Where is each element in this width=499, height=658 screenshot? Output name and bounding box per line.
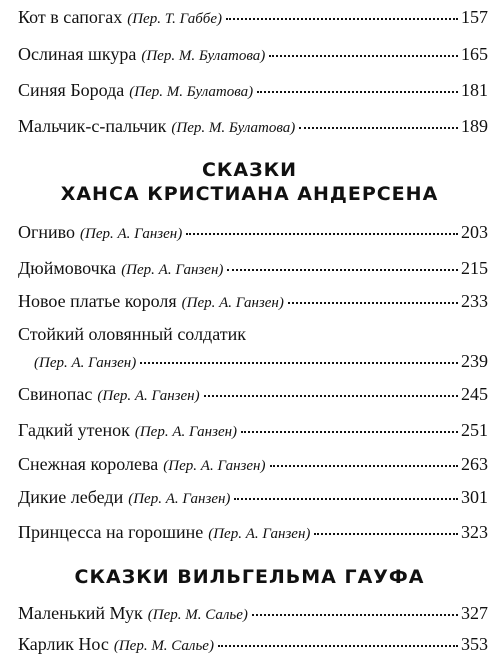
entry-title: Гадкий утенок: [18, 420, 130, 440]
entry-translator: (Пер. А. Ганзен): [134, 424, 238, 440]
toc-entry: [18, 602, 488, 626]
entry-translator: (Пер. М. Булатова): [141, 48, 266, 64]
entry-page-number: 203: [461, 222, 488, 242]
entry-title: Новое платье короля: [18, 291, 177, 311]
entry-page-number: 165: [461, 44, 488, 64]
toc-entry: [18, 257, 488, 281]
toc-entry: [18, 6, 488, 30]
entry-title: Мальчик-с-пальчик: [18, 116, 167, 136]
dot-leader: [241, 431, 458, 433]
entry-title: Ослиная шкура: [18, 44, 137, 64]
entry-title: Маленький Мук: [18, 603, 143, 623]
toc-entry: [18, 453, 488, 477]
entry-translator: (Пер. М. Булатова): [129, 84, 254, 100]
entry-translator: (Пер. Т. Габбе): [127, 11, 222, 27]
entry-page-number: 263: [461, 454, 488, 474]
entry-page-number: 233: [461, 291, 488, 311]
toc-entry: [18, 221, 488, 245]
entry-title: Огниво: [18, 222, 76, 242]
toc-entry: [18, 79, 488, 103]
entry-translator: (Пер. А. Ганзен): [163, 458, 266, 474]
toc-entry: [18, 43, 488, 67]
entry-page-number: 181: [461, 80, 488, 100]
entry-title: Кот в сапогах: [18, 7, 123, 27]
entry-translator: (Пер. А. Ганзен): [208, 526, 311, 542]
dot-leader: [218, 645, 458, 647]
entry-title: Синяя Борода: [18, 80, 125, 100]
entry-page-number: 353: [461, 634, 488, 654]
dot-leader: [314, 533, 458, 535]
entry-title: Снежная королева: [18, 454, 159, 474]
toc-entry: [18, 115, 488, 139]
section-heading-line: СКАЗКИ ВИЛЬГЕЛЬМА ГАУФА: [74, 566, 425, 588]
entry-translator: (Пер. А. Ганзен): [80, 226, 183, 242]
entry-page-number: 245: [461, 384, 488, 404]
entry-title: Свинопас: [18, 384, 93, 404]
dot-leader: [299, 127, 458, 129]
entry-title: Карлик Нос: [18, 634, 109, 654]
dot-leader: [140, 362, 458, 364]
entry-page-number: 157: [461, 7, 488, 27]
entry-page-number: 327: [461, 603, 488, 623]
toc-entry: [18, 521, 488, 545]
dot-leader: [227, 269, 458, 271]
entry-title: Стойкий оловянный солдатик: [18, 324, 246, 344]
dot-leader: [252, 614, 458, 616]
entry-translator: (Пер. А. Ганзен): [121, 262, 224, 278]
entry-title: Принцесса на горошине: [18, 522, 204, 542]
entry-page-number: 301: [461, 487, 488, 507]
entry-title: Дюймовочка: [18, 258, 117, 278]
dot-leader: [226, 18, 458, 20]
toc-entry: [18, 290, 488, 314]
entry-translator: (Пер. А. Ганзен): [181, 295, 284, 311]
entry-title: Дикие лебеди: [18, 487, 124, 507]
toc-entry: [18, 323, 488, 374]
toc-entry: [18, 383, 488, 407]
entry-translator: (Пер. М. Салье): [147, 607, 248, 623]
entry-page-number: 239: [461, 351, 488, 371]
dot-leader: [204, 395, 458, 397]
section-heading-line: СКАЗКИ: [201, 159, 298, 181]
entry-page-number: 189: [461, 116, 488, 136]
entry-translator: (Пер. А. Ганзен): [128, 491, 231, 507]
dot-leader: [234, 498, 458, 500]
entry-page-number: 215: [461, 258, 488, 278]
toc-entry: [18, 633, 488, 657]
dot-leader: [270, 465, 459, 467]
dot-leader: [257, 91, 458, 93]
entry-translator: (Пер. А. Ганзен): [97, 388, 200, 404]
entry-page-number: 251: [461, 420, 488, 440]
toc-entry: [18, 419, 488, 443]
entry-translator: (Пер. М. Булатова): [171, 120, 296, 136]
entry-translator: (Пер. М. Салье): [113, 638, 214, 654]
dot-leader: [186, 233, 458, 235]
dot-leader: [269, 55, 458, 57]
dot-leader: [288, 302, 458, 304]
section-heading-line: ХАНСА КРИСТИАНА АНДЕРСЕНА: [60, 183, 439, 205]
entry-translator: (Пер. А. Ганзен): [34, 355, 137, 371]
toc-entry: [18, 486, 488, 510]
entry-page-number: 323: [461, 522, 488, 542]
